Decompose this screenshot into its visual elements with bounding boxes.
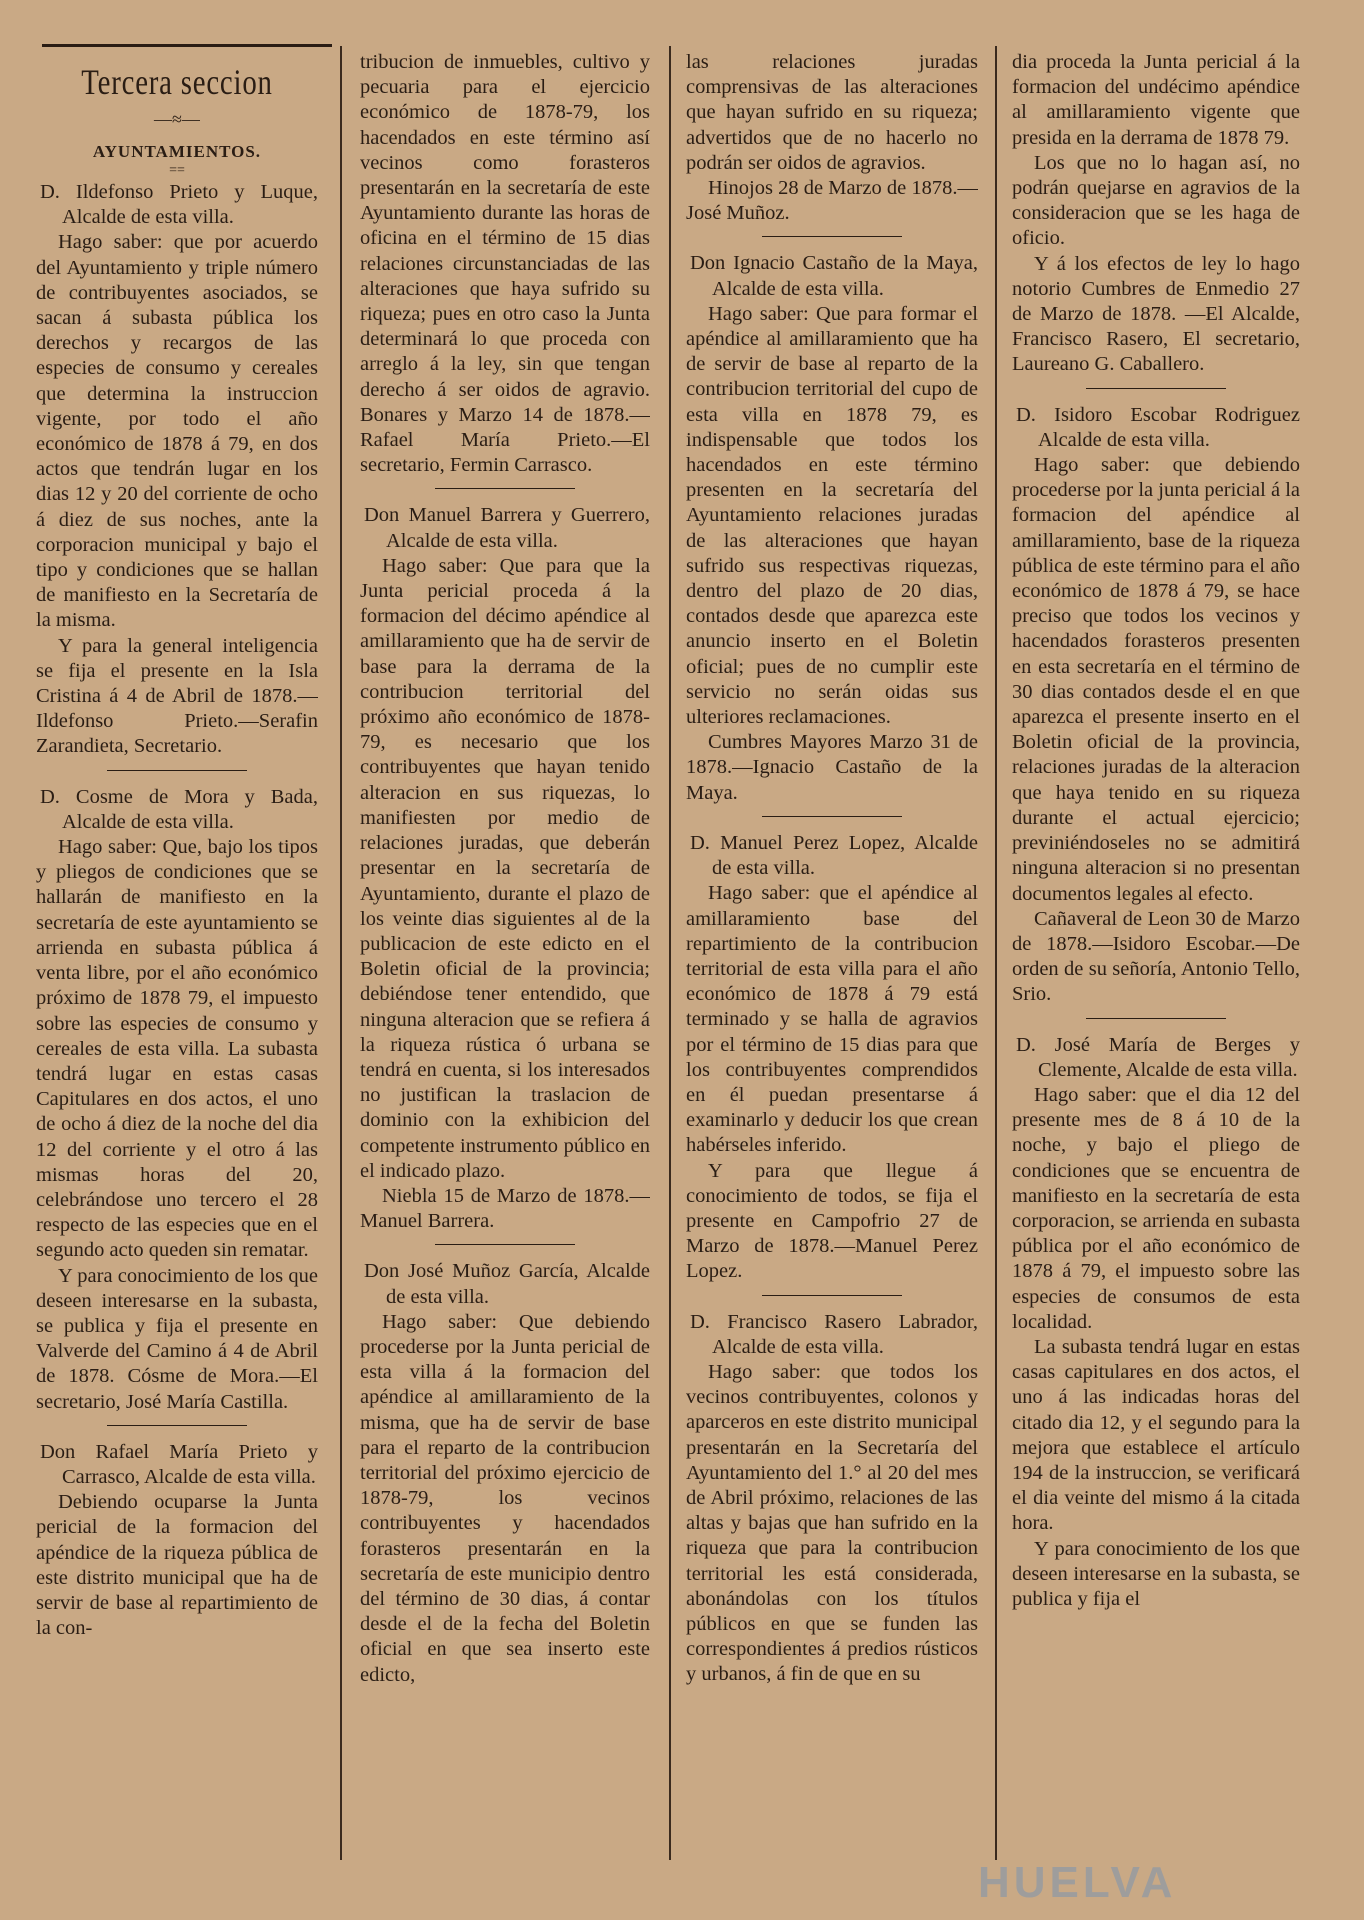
notice-separator: [762, 1295, 902, 1296]
notice-paragraph: Y para la general inteligencia se fija el presente en la Isla Cristina á 4 de Abril de 1878.—Ildefonso Prieto.—Serafin Zarandieta, Secretario.: [36, 634, 318, 758]
notice: [686, 1310, 978, 1688]
notice-paragraph: tribucion de inmuebles, cultivo y pecuaria para el ejercicio económico de 1878-79, los hacendados en este término así vecinos como forasteros presentarán en la secretaría de este Ayuntamiento durante las horas de oficina en el término de 15 dias relaciones circunstanciadas de las alteraciones que haya sufrido su riqueza; pues en otro caso la Junta determinará lo que proceda con arreglo á la ley, sin que tengan derecho á ser oidos de agravio. Bonares y Marzo 14 de 1878.—Rafael María Prieto.—El secretario, Fermin Carrasco.: [360, 51, 650, 477]
notice-paragraph: La subasta tendrá lugar en estas casas capitulares en dos actos, el uno á las indicadas horas del citado dia 12, y el segundo para la mejora que establece el artículo 194 de la instruccion, se verificará el dia veinte del mismo á la citada hora.: [1012, 1335, 1300, 1535]
notice-header: Don Ignacio Castaño de la Maya, Alcalde de esta villa.: [690, 252, 978, 300]
column-rule: [340, 46, 342, 1860]
notice-paragraph: Los que no lo hagan así, no podrán quejarse en agravios de la consideracion que se les haga de oficio.: [1012, 151, 1300, 250]
notice-paragraph: Cumbres Mayores Marzo 31 de 1878.—Ignacio Castaño de la Maya.: [686, 731, 978, 804]
notice-header: Don José Muñoz García, Alcalde de esta villa.: [364, 1260, 650, 1308]
notice-paragraph: las relaciones juradas comprensivas de las alteraciones que hayan sufrido en su riqueza; advertidos que de no hacerlo no podrán ser oidos de agravios.: [686, 51, 978, 174]
column-rule: [995, 46, 997, 1860]
notice-paragraph: Debiendo ocuparse la Junta pericial de la formacion del apéndice de la riqueza pública de este distrito municipal que ha de servir de base al repartimiento de la con-: [36, 1491, 318, 1640]
notice-separator: [107, 1425, 247, 1426]
notice-paragraph: Y á los efectos de ley lo hago notorio Cumbres de Enmedio 27 de Marzo de 1878. —El Alcalde, Francisco Rasero, El secretario, Laureano G. Caballero.: [1012, 252, 1300, 376]
top-rule: [42, 44, 332, 47]
notice: [36, 785, 318, 1415]
notice-header: D. Ildefonso Prieto y Luque, Alcalde de esta villa.: [40, 181, 318, 229]
notice: [1012, 403, 1300, 1008]
notice-header: D. Francisco Rasero Labrador, Alcalde de esta villa.: [690, 1310, 978, 1358]
notice: [360, 503, 650, 1234]
notice-separator: [762, 816, 902, 817]
column-2: [360, 50, 650, 1900]
notice: [360, 50, 650, 478]
notice-paragraph: dia proceda la Junta pericial á la formacion del undécimo apéndice al amillaramiento vigente que presida en la derrama de 1878 79.: [1012, 51, 1300, 149]
notice-paragraph: Y para conocimiento de los que deseen interesarse en la subasta, se publica y fija el presente en Valverde del Camino á 4 de Abril de 1878. Cósme de Mora.—El secretario, José María Castilla.: [36, 1264, 318, 1413]
notice-paragraph: Hinojos 28 de Marzo de 1878.—José Muñoz.: [686, 177, 978, 225]
notice: [36, 180, 318, 760]
notice-separator: [107, 770, 247, 771]
archive-watermark: HUELVA: [978, 1858, 1177, 1907]
notice-paragraph: Hago saber: Que para que la Junta pericial proceda á la formacion del décimo apéndice al amillaramiento que ha de servir de base para la derrama de la contribucion territorial del próximo año económico de 1878-79, es necesario que los contribuyentes que hayan tenido alteracion en sus riquezas, lo manifiesten por medio de relaciones juradas, que deberán presentar en la secretaría de Ayuntamiento, durante el plazo de los veinte dias siguientes al de la publicacion de este edicto en el Boletin oficial de la provincia; debiéndose tener entendido, que ninguna alteracion que se refiera á la riqueza rústica ó urbana se tendrá en cuenta, si los interesados no justifican la traslacion de dominio con la exhibicion del competente instrumento público en el indicado plazo.: [360, 554, 650, 1182]
column-rule: [669, 46, 671, 1860]
notice: [36, 1440, 318, 1642]
notice-header: D. Manuel Perez Lopez, Alcalde de esta villa.: [690, 831, 978, 880]
heading-separator: ==: [169, 163, 185, 178]
notice-separator: [435, 488, 575, 489]
section-heading: AYUNTAMIENTOS.: [92, 142, 262, 161]
notice-paragraph: Y para conocimiento de los que deseen interesarse en la subasta, se publica y fija el: [1012, 1537, 1300, 1610]
notice-separator: [1086, 388, 1226, 389]
notice: [686, 831, 978, 1285]
notice-header: D. Isidoro Escobar Rodriguez Alcalde de esta villa.: [1016, 403, 1300, 451]
notice-separator: [435, 1244, 575, 1245]
column-4: [1012, 50, 1300, 1900]
notice: [686, 251, 978, 805]
notice-header: D. Cosme de Mora y Bada, Alcalde de esta villa.: [40, 785, 318, 833]
notice-header: Don Rafael María Prieto y Carrasco, Alcalde de esta villa.: [40, 1440, 318, 1488]
notice-paragraph: Niebla 15 de Marzo de 1878.—Manuel Barrera.: [360, 1184, 650, 1233]
notice-paragraph: Hago saber: que por acuerdo del Ayuntamiento y triple número de contribuyentes asociados, se sacan á subasta pública los derechos y recargos de las especies de consumo y cereales que determina la instruccion vigente, por todo el año económico de 1878 á 79, en dos actos que tendrán lugar en los dias 12 y 20 del corriente de ocho á diez de sus noches, ante la corporacion municipal y bajo el tipo y condiciones que se hallan de manifiesto en la Secretaría de la misma.: [36, 231, 318, 632]
notice-separator: [762, 236, 902, 237]
notice-paragraph: Y para que llegue á conocimiento de todos, se fija el presente en Campofrio 27 de Marzo de 1878.—Manuel Perez Lopez.: [686, 1159, 978, 1283]
notice-paragraph: Cañaveral de Leon 30 de Marzo de 1878.—Isidoro Escobar.—De orden de su señoría, Antonio Tello, Srio.: [1012, 907, 1300, 1006]
notice-paragraph: Hago saber: que debiendo procederse por la junta pericial á la formacion del apéndice al amillaramiento, base de la riqueza pública de este término para el año económico de 1878 á 79, se hace preciso que todos los vecinos y hacendados forasteros presenten en esta secretaría en el término de 30 dias contados desde el en que aparezca el presente inserto en el Boletin oficial de la provincia, relaciones juradas de la alteracion que haya tenido en su riqueza durante el actual ejercicio; previniéndoseles no se admitirá ninguna alteracion si no presentan documentos legales al efecto.: [1012, 454, 1300, 905]
notice-paragraph: Hago saber: que el apéndice al amillaramiento base del repartimiento de la contribucion territorial de esta villa para el año económico de 1878 á 79 está terminado y se halla de agravios por el término de 15 dias para que los contribuyentes comprendidos en él puedan presentarse á examinarlo y deducir los que crean habérseles inferido.: [686, 882, 978, 1157]
notice-paragraph: Hago saber: Que para formar el apéndice al amillaramiento que ha de servir de base al reparto de la contribucion territorial del cupo de esta villa en 1878 79, es indispensable que todos los hacendados en este término presenten en la secretaría del Ayuntamiento relaciones juradas de las alteraciones que hayan sufrido sus respectivas riquezas, dentro del plazo de 20 dias, contados desde que aparezca este anuncio inserto en el Boletin oficial; pues de no cumplir este servicio no serán oidas sus ulteriores reclamaciones.: [686, 302, 978, 729]
column-3: [686, 50, 978, 1900]
section-title: Tercera seccion: [81, 62, 273, 102]
notice: [1012, 50, 1300, 378]
notice-header: Don Manuel Barrera y Guerrero, Alcalde de esta villa.: [364, 504, 650, 552]
notice-paragraph: Hago saber: que el dia 12 del presente mes de 8 á 10 de la noche, y bajo el pliego de condiciones que se encuentra de manifiesto en la secretaría de esta corporacion, se arrienda en subasta pública por el año económico de 1878 á 79, el impuesto sobre las especies de consumos de esta localidad.: [1012, 1083, 1300, 1333]
title-ornament: —≈—: [154, 109, 200, 129]
notice: [360, 1259, 650, 1687]
notice-paragraph: Hago saber: Que, bajo los tipos y pliegos de condiciones que se hallarán de manifiesto en la secretaría de este ayuntamiento se arrienda en subasta pública á venta libre, por el año económico próximo de 1878 79, el impuesto sobre las especies de consumo y cereales de esta villa. La subasta tendrá lugar en estas casas Capitulares en dos actos, el uno de ocho á diez de la noche del dia 12 del corriente y el otro á las mismas horas del 20, celebrándose uno tercero el 28 respecto de las especies que en el segundo acto queden sin rematar.: [36, 836, 318, 1262]
notice-paragraph: Hago saber: Que debiendo procederse por la Junta pericial de esta villa á la formacion del apéndice al amillaramiento de la misma, que ha de servir de base para el reparto de la contribucion territorial del próximo ejercicio de 1878-79, los vecinos contribuyentes y hacendados forasteros presentarán en la secretaría de este municipio dentro del término de 30 dias, á contar desde el de la fecha del Boletin oficial en que sea inserto este edicto,: [360, 1310, 650, 1686]
notice: [686, 50, 978, 226]
notice-paragraph: Hago saber: que todos los vecinos contribuyentes, colonos y aparceros en este distrito municipal presentarán en la Secretaría del Ayuntamiento del 1.° al 20 del mes de Abril próximo, relaciones de las altas y bajas que han sufrido en la riqueza que para la contribucion territorial les está considerada, abonándolas con los títulos públicos en que se funden las correspondientes á predios rústicos y urbanos, á fin de que en su: [686, 1360, 978, 1686]
notice: [1012, 1033, 1300, 1613]
notice-header: D. José María de Berges y Clemente, Alcalde de esta villa.: [1016, 1033, 1300, 1081]
notice-separator: [1086, 1018, 1226, 1019]
column-1: [36, 50, 318, 1900]
